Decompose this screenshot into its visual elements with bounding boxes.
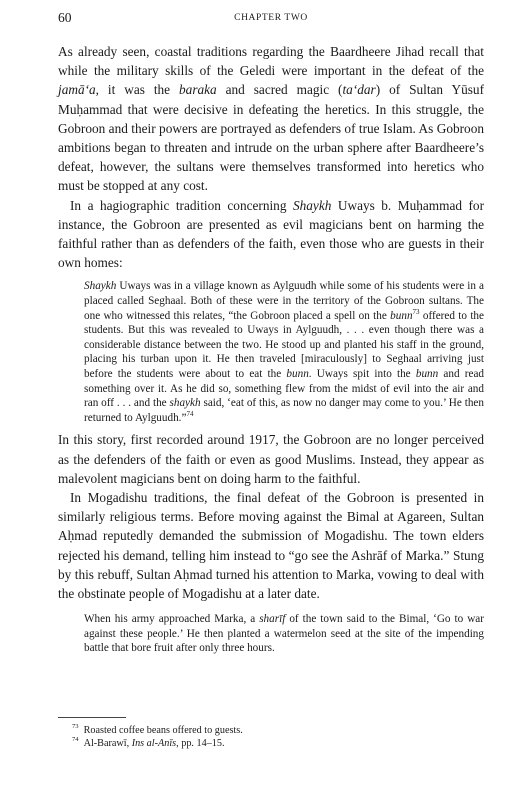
italic-term: baraka bbox=[179, 82, 217, 98]
italic-term: shaykh bbox=[169, 397, 201, 410]
text-run: offered to the students. But this was revealed to Uways in Aylguudh, . . . even though there was a considerable distance between the two. He stood up and planted his staff in the ground, placing his turban upon it. He then traveled [miraculously] to Seghaal arriving just before the students were about to eat the bbox=[84, 309, 484, 380]
block-quote-2 bbox=[84, 612, 484, 656]
chapter-title: CHAPTER TWO bbox=[234, 13, 308, 23]
block-quote-1 bbox=[84, 279, 484, 425]
paragraph-4 bbox=[58, 488, 484, 603]
text-run: In a hagiographic tradition concerning bbox=[70, 197, 293, 213]
text-run: , pp. 14–15. bbox=[176, 738, 225, 749]
text-run: When his army approached Marka, a bbox=[84, 613, 260, 626]
italic-term: Shaykh bbox=[292, 197, 332, 213]
text-run: Al-Barawī, bbox=[83, 738, 132, 749]
text-run: Roasted coffee beans offered to guests. bbox=[83, 725, 243, 736]
text-run: In Mogadishu traditions, the final defeat of the Gobroon is presented in similarly religious terms. Before moving against the Bimal at Agareen, Sultan Aḥmad reputedly demanded the submission of Mogadishu. The town elders rejected his demand, telling him instead to “go see the Ashrāf of Marka.” Stung by this rebuff, Sultan Aḥmad turned his attention to Marka, vowing to deal with the obstinate people of Mogadishu at a later date. bbox=[58, 489, 484, 601]
paragraph-3 bbox=[58, 430, 484, 488]
footnote-rule bbox=[58, 717, 126, 718]
text-run: Uways b. Muḥammad for instance, the Gobroon are presented as evil magicians bent on harming the faithful rather than as defenders of the faith, even those who are guests in their own homes: bbox=[58, 197, 484, 271]
footnote-74 bbox=[58, 737, 484, 750]
text-run: and sacred magic ( bbox=[216, 82, 343, 98]
paragraph-1 bbox=[58, 42, 484, 196]
footnote-number: 73 bbox=[72, 723, 79, 730]
italic-term: bunn bbox=[390, 309, 413, 322]
text-run: said, ‘eat of this, as now no danger may come to you.’ He then returned to Aylguudh.” bbox=[84, 397, 484, 424]
footnote-text bbox=[84, 725, 243, 736]
italic-term: sharīf bbox=[259, 613, 286, 626]
italic-term: ta‘dar bbox=[342, 82, 376, 98]
footnote-text bbox=[84, 738, 225, 749]
text-run: In this story, first recorded around 1917, the Gobroon are no longer perceived as the defenders of the faith or even as good Muslims. Instead, they appear as malevolent magicians bent on doing harm to the faithful. bbox=[58, 432, 484, 486]
page-number: 60 bbox=[58, 10, 72, 25]
text-run: ) of Sultan Yūsuf Muḥammad that were decisive in defeating the heretics. In this struggle, the Gobroon and their powers are portrayed as defenders of true Islam. As Gobroon ambitions began to threaten and intrude on the urban sphere after Baardheere’s defeat, however, the sultans were themselves transformed into heretics who must be stopped at any cost. bbox=[58, 82, 484, 194]
footnote-73 bbox=[58, 724, 484, 737]
italic-term: bunn bbox=[415, 368, 439, 380]
text-run: and read something over it. As he did so, something flew from the midst of evil into the air and ran off . . . and the bbox=[84, 368, 484, 410]
footnote-ref: 73 bbox=[412, 307, 420, 316]
footnote-ref: 74 bbox=[186, 409, 194, 418]
text-run: As already seen, coastal traditions regarding the Baardheere Jihad recall that while the military skills of the Geledi were important in the defeat of the bbox=[58, 44, 484, 79]
italic-term: jamā‘a bbox=[58, 82, 96, 98]
text-run: . Uways spit into the bbox=[308, 368, 416, 380]
text-run: Uways was in a village known as Aylguudh while some of his students were in a placed called Seghaal. Both of these were in the territory of the Gobroon sultans. The one who witnessed this relates, “the Gobroon placed a spell on the bbox=[84, 280, 484, 322]
footnotes bbox=[58, 717, 484, 750]
main-text bbox=[58, 42, 484, 661]
italic-term: Shaykh bbox=[84, 280, 117, 293]
footnote-number: 74 bbox=[72, 736, 79, 743]
italic-term: Ins al-Anīs bbox=[131, 738, 177, 749]
italic-term: bunn bbox=[286, 368, 309, 380]
paragraph-2 bbox=[58, 196, 484, 273]
running-header bbox=[58, 10, 484, 26]
text-run: , it was the bbox=[95, 82, 180, 98]
text-run: of the town said to the Bimal, ‘Go to war against these people.’ He then planted a watermelon seed at the site of the impending battle that bore fruit after only three hours. bbox=[84, 613, 484, 655]
